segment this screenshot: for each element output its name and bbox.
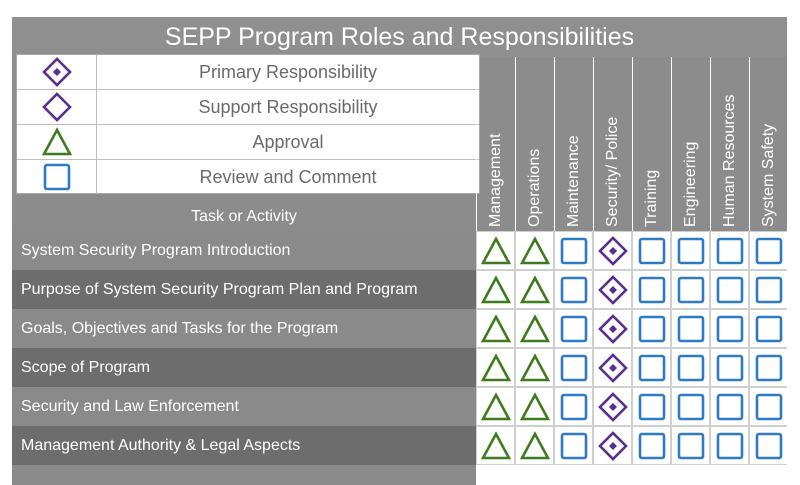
support-responsibility-icon <box>17 90 97 124</box>
column-header: System Safety <box>749 57 787 231</box>
review-comment-icon <box>671 231 710 270</box>
approval-icon <box>17 125 97 159</box>
legend <box>16 54 480 194</box>
column-header: Security/ Police <box>593 57 632 231</box>
review-comment-icon <box>671 270 710 309</box>
legend-row <box>17 160 479 195</box>
review-comment-icon <box>632 231 671 270</box>
column-header: Human Resources <box>710 57 749 231</box>
table-row <box>12 387 787 426</box>
approval-icon <box>515 309 554 348</box>
primary-responsibility-icon <box>593 426 632 465</box>
review-comment-icon <box>749 348 787 387</box>
review-comment-icon <box>749 426 787 465</box>
review-comment-icon <box>749 270 787 309</box>
table-row <box>12 231 787 270</box>
review-comment-icon <box>554 309 593 348</box>
legend-label: Primary Responsibility <box>198 61 378 82</box>
review-comment-icon <box>671 426 710 465</box>
review-comment-icon <box>554 270 593 309</box>
table-row <box>12 426 787 465</box>
approval-icon <box>515 387 554 426</box>
primary-responsibility-icon <box>593 309 632 348</box>
review-comment-icon <box>671 348 710 387</box>
review-comment-icon <box>632 426 671 465</box>
review-comment-icon <box>710 270 749 309</box>
approval-icon <box>476 270 515 309</box>
task-label: Purpose of System Security Program Plan and Program <box>12 270 476 309</box>
matrix-title: SEPP Program Roles and Responsibilities <box>12 17 787 57</box>
review-comment-icon <box>710 348 749 387</box>
task-label: Scope of Program <box>12 348 476 387</box>
task-label: Security and Law Enforcement <box>12 387 476 426</box>
column-header: Maintenance <box>554 57 593 231</box>
approval-icon <box>515 426 554 465</box>
review-comment-icon <box>749 387 787 426</box>
table-row <box>12 270 787 309</box>
partial-row-cells <box>476 465 787 485</box>
review-comment-icon <box>632 270 671 309</box>
task-label: System Security Program Introduction <box>12 231 476 270</box>
approval-icon <box>476 231 515 270</box>
table-row <box>12 348 787 387</box>
column-header: Operations <box>515 57 554 231</box>
review-comment-icon <box>710 426 749 465</box>
review-comment-icon <box>554 426 593 465</box>
approval-icon <box>515 270 554 309</box>
legend-row <box>17 90 479 125</box>
review-comment-icon <box>710 231 749 270</box>
review-comment-icon <box>632 309 671 348</box>
primary-responsibility-icon <box>593 348 632 387</box>
legend-row <box>17 55 479 90</box>
review-comment-icon <box>710 309 749 348</box>
review-comment-icon <box>632 348 671 387</box>
task-label: Management Authority & Legal Aspects <box>12 426 476 465</box>
legend-row <box>17 125 479 160</box>
legend-label: Approval <box>252 131 324 152</box>
primary-responsibility-icon <box>17 55 97 89</box>
approval-icon <box>476 387 515 426</box>
review-comment-icon <box>554 387 593 426</box>
approval-icon <box>476 426 515 465</box>
approval-icon <box>515 231 554 270</box>
approval-icon <box>476 309 515 348</box>
review-comment-icon <box>632 387 671 426</box>
primary-responsibility-icon <box>593 231 632 270</box>
approval-icon <box>515 348 554 387</box>
review-comment-icon <box>554 231 593 270</box>
column-header: Training <box>632 57 671 231</box>
column-header: Management <box>476 57 515 231</box>
review-comment-icon <box>17 160 97 194</box>
task-column-header: Task or Activity <box>191 208 297 225</box>
task-label: Goals, Objectives and Tasks for the Program <box>12 309 476 348</box>
primary-responsibility-icon <box>593 270 632 309</box>
legend-label: Review and Comment <box>199 166 377 187</box>
review-comment-icon <box>671 309 710 348</box>
review-comment-icon <box>710 387 749 426</box>
review-comment-icon <box>554 348 593 387</box>
primary-responsibility-icon <box>593 387 632 426</box>
column-header: Engineering <box>671 57 710 231</box>
review-comment-icon <box>671 387 710 426</box>
review-comment-icon <box>749 231 787 270</box>
roles-matrix <box>12 17 787 485</box>
table-row <box>12 309 787 348</box>
review-comment-icon <box>749 309 787 348</box>
approval-icon <box>476 348 515 387</box>
legend-label: Support Responsibility <box>198 96 378 117</box>
